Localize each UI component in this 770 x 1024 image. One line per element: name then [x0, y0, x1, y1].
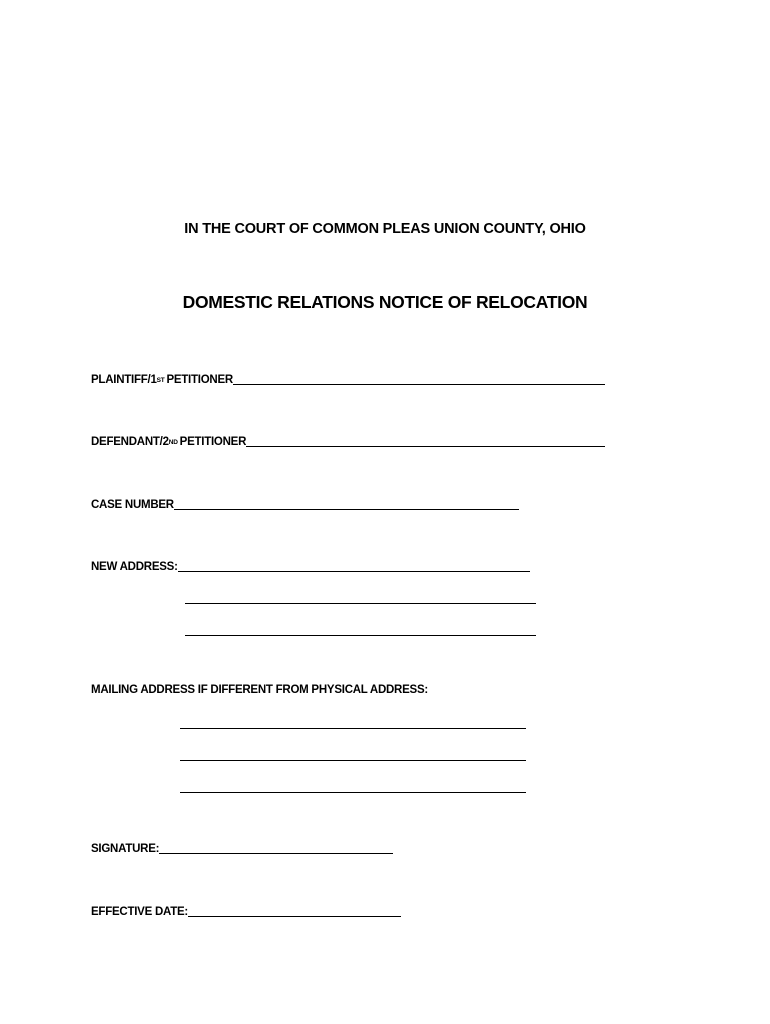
defendant-label-suffix: PETITIONER: [179, 436, 247, 448]
new-address-line-3[interactable]: [185, 634, 536, 636]
defendant-label-superscript: ND: [168, 439, 178, 446]
plaintiff-input[interactable]: [233, 372, 605, 385]
court-heading: IN THE COURT OF COMMON PLEAS UNION COUNTY, OHIO: [184, 221, 586, 237]
mailing-address-label: MAILING ADDRESS IF DIFFERENT FROM PHYSICAL ADDRESS:: [91, 684, 428, 696]
mailing-address-field: [91, 684, 428, 696]
signature-input[interactable]: [159, 841, 393, 854]
plaintiff-label-superscript: ST: [156, 377, 165, 384]
case-number-input[interactable]: [174, 497, 519, 510]
plaintiff-label-suffix: PETITIONER: [166, 374, 233, 386]
new-address-line-2[interactable]: [185, 602, 536, 604]
effective-date-label: EFFECTIVE DATE:: [91, 906, 188, 918]
effective-date-field: [91, 904, 401, 918]
new-address-field: [91, 559, 530, 573]
signature-field: [91, 841, 393, 855]
defendant-label-prefix: DEFENDANT/2: [91, 436, 169, 448]
defendant-field: [91, 434, 605, 448]
document-title: DOMESTIC RELATIONS NOTICE OF RELOCATION: [182, 292, 588, 312]
new-address-line-1[interactable]: [178, 559, 530, 572]
signature-label: SIGNATURE:: [91, 843, 160, 855]
mailing-address-line-3[interactable]: [180, 791, 526, 793]
mailing-address-line-1[interactable]: [180, 727, 526, 729]
case-number-field: [91, 497, 519, 511]
defendant-input[interactable]: [246, 434, 605, 447]
case-number-label: CASE NUMBER: [91, 499, 174, 511]
mailing-address-line-2[interactable]: [180, 759, 526, 761]
plaintiff-field: [91, 372, 605, 386]
effective-date-input[interactable]: [188, 904, 401, 917]
plaintiff-label-prefix: PLAINTIFF/1: [91, 374, 157, 386]
new-address-label: NEW ADDRESS:: [91, 561, 178, 573]
